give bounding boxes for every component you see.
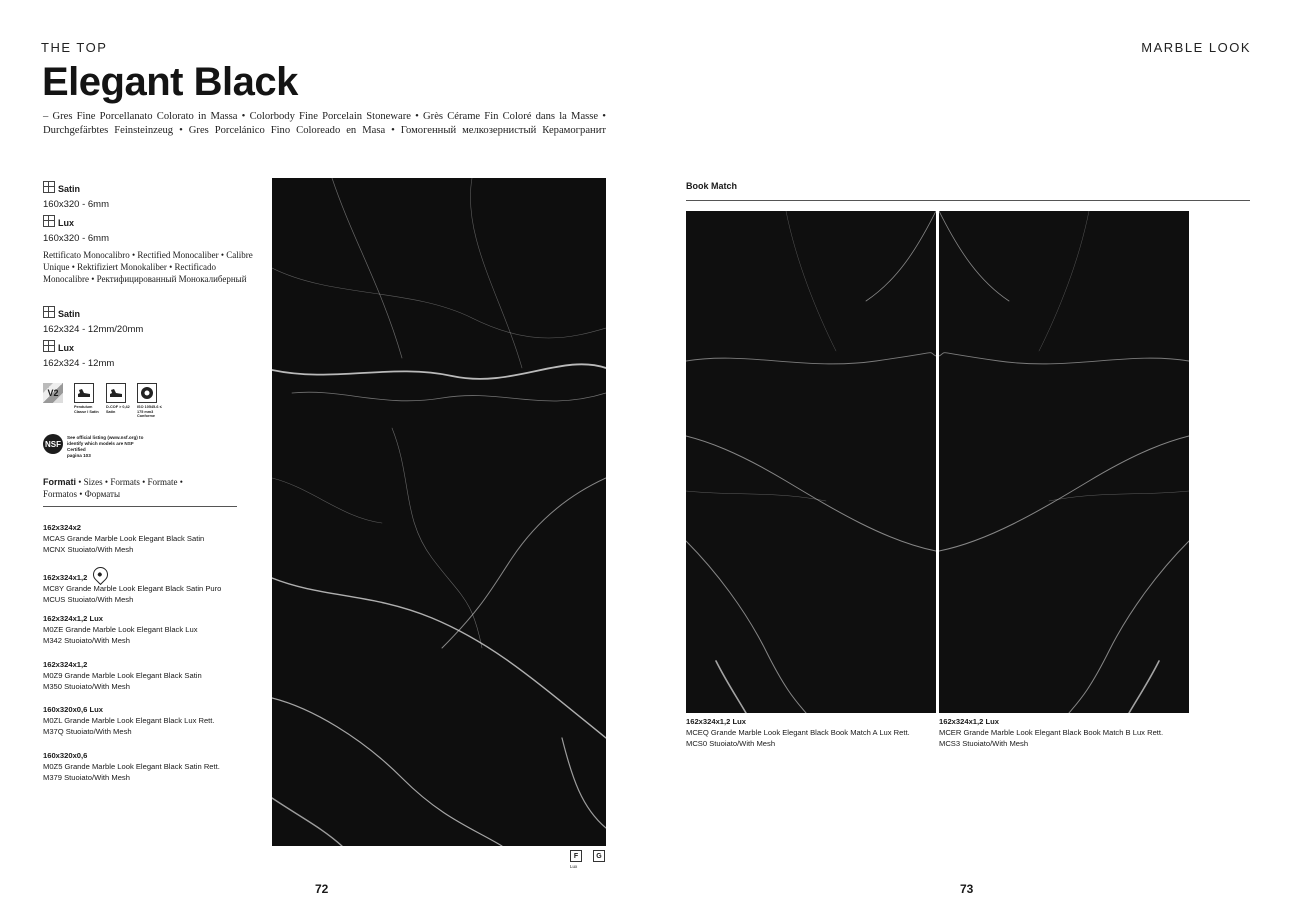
product-entry: [43, 704, 258, 737]
product-mesh-code: M342 Stuoiato/With Mesh: [43, 636, 130, 645]
product-code: M0ZE Grande Marble Look Elegant Black Lux: [43, 625, 198, 634]
book-match-label: Book Match: [686, 181, 738, 191]
spec-size: 160x320 - 6mm: [43, 199, 110, 210]
product-size: 162x324x2: [43, 523, 82, 532]
product-entry: [43, 567, 258, 605]
product-size: 162x324x1,2: [43, 660, 88, 669]
caption-size: 162x324x1,2 Lux: [939, 717, 999, 726]
product-mesh-code: M350 Stuoiato/With Mesh: [43, 682, 130, 691]
spec-item: [43, 213, 109, 244]
collection-eyebrow: MARBLE LOOK: [1141, 40, 1251, 55]
formats-heading: [43, 476, 203, 500]
section-eyebrow: THE TOP: [41, 40, 108, 55]
caption-mesh-code: MCS3 Stuoiato/With Mesh: [939, 739, 1029, 748]
caption-code: MCEQ Grande Marble Look Elegant Black Book Match A Lux Rett.: [686, 728, 910, 737]
product-code: M0Z5 Grande Marble Look Elegant Black Satin Rett.: [43, 762, 220, 771]
page-number-right: 73: [960, 882, 974, 896]
formats-label: Formati: [43, 477, 77, 487]
product-entry: [43, 659, 258, 692]
caption-mesh-code: MCS0 Stuoiato/With Mesh: [686, 739, 776, 748]
marble-slab-image: [272, 178, 606, 846]
book-match-slab-a: [686, 211, 936, 713]
grid-icon: [43, 306, 55, 318]
nsf-badge-icon: NSF: [43, 434, 63, 454]
product-mesh-code: MCNX Stuoiato/With Mesh: [43, 545, 134, 554]
product-entry: [43, 613, 258, 646]
formats-divider: [43, 506, 237, 507]
cert-caption: ISO 10545-6 ≤ 175 mm3 Conforme: [137, 405, 162, 419]
book-match-divider: [686, 200, 1250, 201]
spec-item: [43, 338, 114, 369]
spec-size: 160x320 - 6mm: [43, 233, 110, 244]
pendulum-shoe-icon: [74, 383, 100, 414]
book-match-caption-b: [939, 716, 1189, 749]
variation-v2-icon: V2: [43, 383, 63, 403]
page-title: Elegant Black: [42, 60, 298, 104]
product-entry: [43, 522, 258, 555]
book-match-caption-a: [686, 716, 936, 749]
formats-translations: • Sizes • Formats • Formate • Formatos • Форматы: [43, 477, 183, 499]
product-mesh-code: M37Q Stuoiato/With Mesh: [43, 727, 132, 736]
nsf-note: [67, 435, 147, 459]
page-number-left: 72: [315, 882, 329, 896]
water-drop-icon: [90, 564, 111, 585]
product-entry: [43, 750, 258, 783]
finish-tag-f: F: [570, 850, 582, 862]
cert-caption: D-COF > 0,42 Satin: [106, 405, 130, 414]
product-size: 160x320x0,6 Lux: [43, 705, 103, 714]
grid-icon: [43, 181, 55, 193]
cert-caption: Pendulum Classe I Satin: [74, 405, 99, 414]
grid-icon: [43, 340, 55, 352]
dcof-shoe-icon: [106, 383, 132, 414]
finish-tag-g: G: [593, 850, 605, 862]
spec-finish: Satin: [58, 309, 81, 319]
product-code: MCAS Grande Marble Look Elegant Black Satin: [43, 534, 205, 543]
finish-tag-sub: Lux: [570, 864, 578, 869]
book-match-slab-b: [939, 211, 1189, 713]
product-code: M0ZL Grande Marble Look Elegant Black Lux Rett.: [43, 716, 215, 725]
caption-size: 162x324x1,2 Lux: [686, 717, 746, 726]
spec-finish: Lux: [58, 343, 75, 353]
spec-finish: Lux: [58, 218, 75, 228]
spec-item: [43, 179, 109, 210]
product-size: 162x324x1,2 Lux: [43, 614, 103, 623]
spec-size: 162x324 - 12mm: [43, 358, 115, 369]
material-subtitle: – Gres Fine Porcellanato Colorato in Massa • Colorbody Fine Porcelain Stoneware • Grès Cérame Fin Coloré dans la Masse • Durchgefärbtes Feinsteinzeug • Gres Porcelánico Fino Coloreado en Masa • Гомогенный мелкозернистый Керамогранит: [43, 111, 606, 136]
nsf-page-ref: pagina 103: [67, 453, 91, 458]
caption-code: MCER Grande Marble Look Elegant Black Book Match B Lux Rett.: [939, 728, 1164, 737]
product-mesh-code: MCUS Stuoiato/With Mesh: [43, 595, 134, 604]
spec-size: 162x324 - 12mm/20mm: [43, 324, 144, 335]
grid-icon: [43, 215, 55, 227]
spec-finish: Satin: [58, 184, 81, 194]
iso-abrasion-icon: [137, 383, 167, 419]
spec-item: [43, 304, 143, 335]
product-code: MC8Y Grande Marble Look Elegant Black Satin Puro: [43, 584, 222, 593]
product-size: 162x324x1,2: [43, 573, 88, 582]
product-code: M0Z9 Grande Marble Look Elegant Black Satin: [43, 671, 202, 680]
rectified-text: Rettificato Monocalibro • Rectified Monocaliber • Calibre Unique • Rektifiziert Monokaliber • Rectificado Monocalibre • Ректифицированный Монокалиберный: [43, 250, 253, 284]
nsf-text: See official listing (www.nsf.org) to identify which models are NSF Certified: [67, 435, 144, 452]
product-size: 160x320x0,6: [43, 751, 88, 760]
product-mesh-code: M379 Stuoiato/With Mesh: [43, 773, 130, 782]
